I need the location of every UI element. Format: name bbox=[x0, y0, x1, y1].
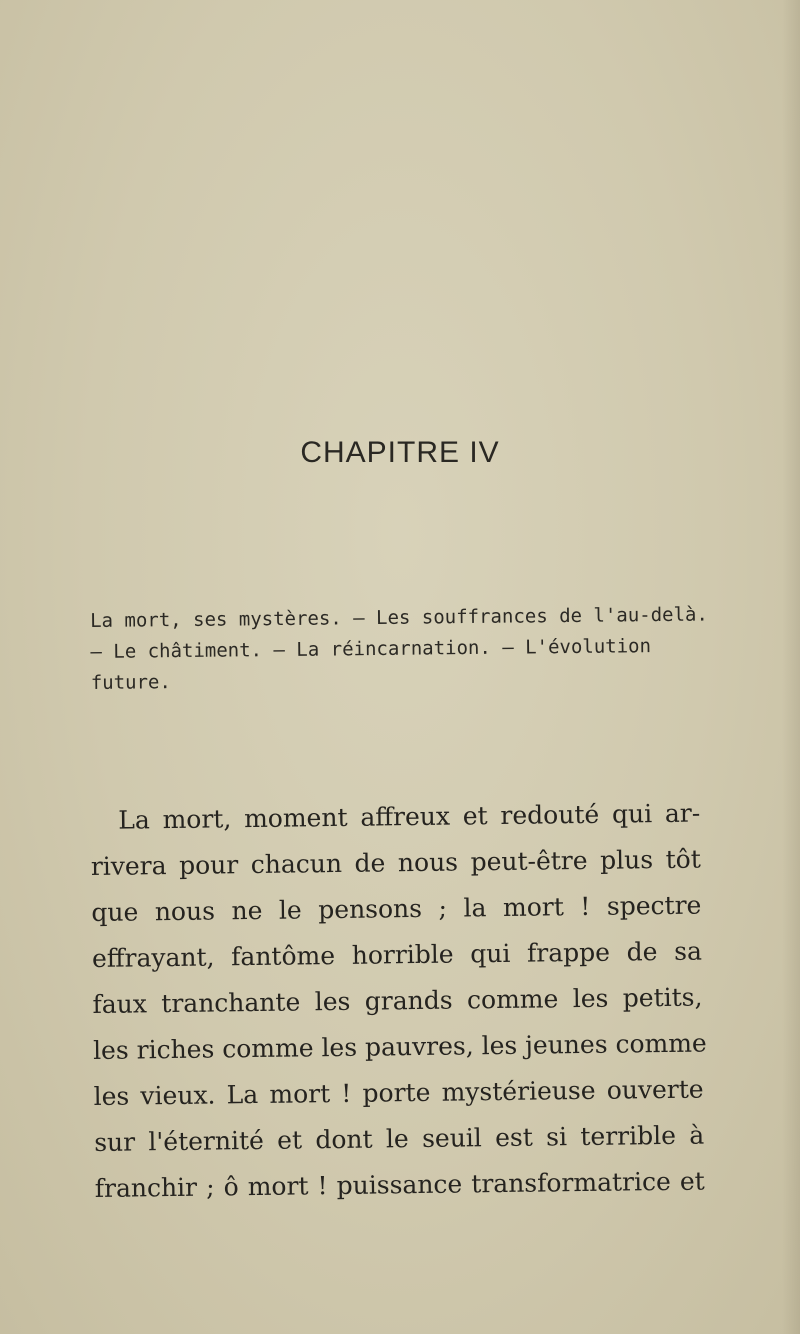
body-line: franchir ; ô mort ! puissance transformatrice et bbox=[94, 1166, 705, 1203]
chapter-summary bbox=[90, 599, 721, 699]
body-line: faux tranchante les grands comme les petits, bbox=[92, 982, 703, 1019]
body-line: effrayant, fantôme horrible qui frappe de sa bbox=[91, 936, 703, 973]
chapter-title: CHAPITRE IV bbox=[300, 436, 500, 469]
body-line: La mort, moment affreux et redouté qui ar- bbox=[118, 798, 701, 835]
summary-line: — Le châtiment. — La réincarnation. — L'évolution bbox=[90, 635, 652, 663]
summary-line: La mort, ses mystères. — Les souffrances de l'au-delà. bbox=[90, 603, 708, 632]
page-edge-shadow bbox=[782, 0, 800, 1334]
body-paragraph bbox=[90, 791, 705, 1212]
body-line: que nous ne le pensons ; la mort ! spectre bbox=[91, 890, 702, 927]
body-line: les riches comme les pauvres, les jeunes comme bbox=[92, 1028, 707, 1065]
summary-line: future. bbox=[90, 671, 171, 694]
body-line: rivera pour chacun de nous peut-être plus tôt bbox=[90, 844, 701, 881]
body-line: les vieux. La mort ! porte mystérieuse ouverte bbox=[93, 1074, 704, 1111]
body-line: sur l'éternité et dont le seuil est si terrible à bbox=[94, 1120, 705, 1157]
